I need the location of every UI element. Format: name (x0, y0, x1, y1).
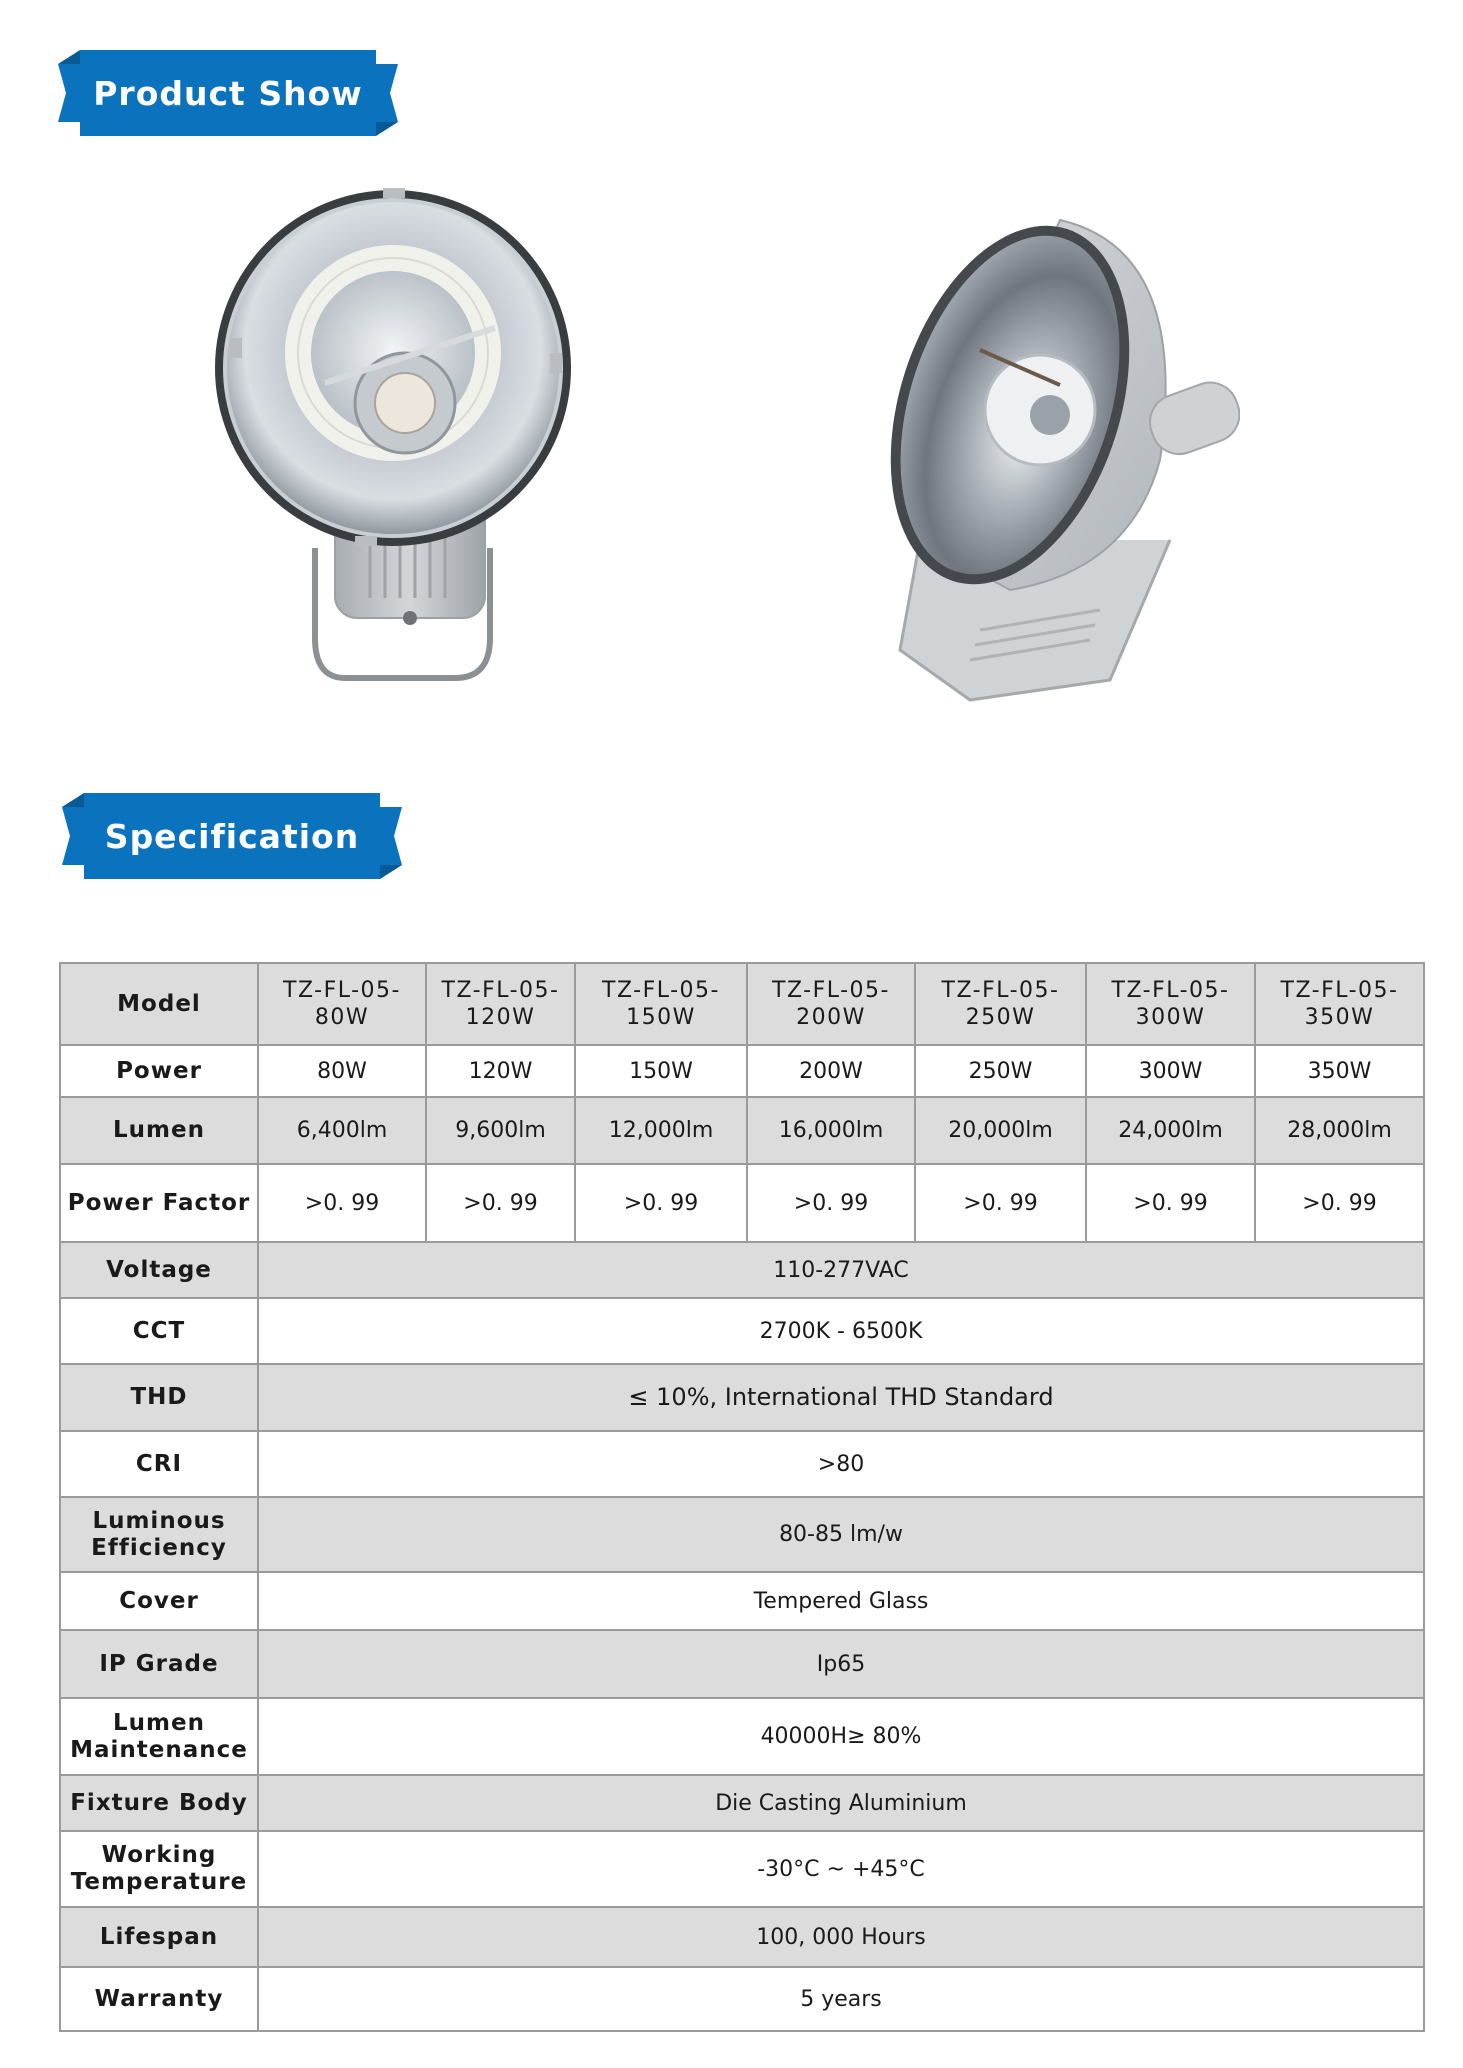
power-cell: 120W (426, 1045, 575, 1097)
lumen-maintenance-header: Lumen Maintenance (60, 1698, 258, 1775)
lumen-maintenance-row (60, 1698, 1424, 1775)
cct-header: CCT (60, 1298, 258, 1364)
cct-value: 2700K - 6500K (258, 1298, 1424, 1364)
voltage-value: 110-277VAC (258, 1242, 1424, 1298)
power-cell: 350W (1255, 1045, 1424, 1097)
floodlight-front-icon (205, 178, 585, 698)
power-cell: 150W (575, 1045, 747, 1097)
power-cell: 200W (747, 1045, 915, 1097)
power-factor-row (60, 1164, 1424, 1242)
lumen-cell: 6,400lm (258, 1097, 426, 1164)
ip-grade-value: Ip65 (258, 1630, 1424, 1698)
power-header: Power (60, 1045, 258, 1097)
model-cell: TZ-FL-05- 300W (1086, 963, 1255, 1045)
floodlight-side-icon (860, 210, 1240, 710)
lumen-maintenance-value: 40000H≥ 80% (258, 1698, 1424, 1775)
power-factor-cell: >0. 99 (915, 1164, 1086, 1242)
power-factor-cell: >0. 99 (426, 1164, 575, 1242)
product-show-heading (58, 50, 398, 136)
product-show-title: Product Show (93, 73, 363, 113)
power-cell: 300W (1086, 1045, 1255, 1097)
lumen-cell: 28,000lm (1255, 1097, 1424, 1164)
luminous-efficiency-value: 80-85 lm/w (258, 1497, 1424, 1572)
ip-grade-row (60, 1630, 1424, 1698)
specification-title: Specification (104, 816, 360, 856)
lumen-cell: 9,600lm (426, 1097, 575, 1164)
model-cell: TZ-FL-05- 200W (747, 963, 915, 1045)
luminous-efficiency-row (60, 1497, 1424, 1572)
thd-value: ≤ 10%, International THD Standard (258, 1364, 1424, 1431)
power-factor-cell: >0. 99 (747, 1164, 915, 1242)
lumen-cell: 24,000lm (1086, 1097, 1255, 1164)
cover-value: Tempered Glass (258, 1572, 1424, 1630)
working-temperature-header: Working Temperature (60, 1831, 258, 1907)
lumen-cell: 16,000lm (747, 1097, 915, 1164)
working-temperature-value: -30°C ~ +45°C (258, 1831, 1424, 1907)
power-factor-cell: >0. 99 (1086, 1164, 1255, 1242)
voltage-header: Voltage (60, 1242, 258, 1298)
warranty-header: Warranty (60, 1967, 258, 2031)
lumen-row (60, 1097, 1424, 1164)
working-temperature-row (60, 1831, 1424, 1907)
power-row (60, 1045, 1424, 1097)
fixture-body-value: Die Casting Aluminium (258, 1775, 1424, 1831)
power-factor-header: Power Factor (60, 1164, 258, 1242)
luminous-efficiency-header: Luminous Efficiency (60, 1497, 258, 1572)
cri-header: CRI (60, 1431, 258, 1497)
fixture-body-header: Fixture Body (60, 1775, 258, 1831)
model-cell: TZ-FL-05- 250W (915, 963, 1086, 1045)
thd-row (60, 1364, 1424, 1431)
model-header: Model (60, 963, 258, 1045)
lumen-header: Lumen (60, 1097, 258, 1164)
model-cell: TZ-FL-05- 150W (575, 963, 747, 1045)
power-factor-cell: >0. 99 (258, 1164, 426, 1242)
cct-row (60, 1298, 1424, 1364)
lifespan-row (60, 1907, 1424, 1967)
model-cell: TZ-FL-05- 120W (426, 963, 575, 1045)
power-factor-cell: >0. 99 (1255, 1164, 1424, 1242)
cover-header: Cover (60, 1572, 258, 1630)
thd-header: THD (60, 1364, 258, 1431)
model-row (60, 963, 1424, 1045)
cover-row (60, 1572, 1424, 1630)
specification-heading (62, 793, 402, 879)
specification-table (59, 962, 1425, 2032)
fixture-body-row (60, 1775, 1424, 1831)
power-factor-cell: >0. 99 (575, 1164, 747, 1242)
power-cell: 80W (258, 1045, 426, 1097)
voltage-row (60, 1242, 1424, 1298)
cri-row (60, 1431, 1424, 1497)
model-cell: TZ-FL-05- 350W (1255, 963, 1424, 1045)
lifespan-header: Lifespan (60, 1907, 258, 1967)
lumen-cell: 20,000lm (915, 1097, 1086, 1164)
lumen-cell: 12,000lm (575, 1097, 747, 1164)
warranty-row (60, 1967, 1424, 2031)
model-cell: TZ-FL-05- 80W (258, 963, 426, 1045)
ip-grade-header: IP Grade (60, 1630, 258, 1698)
cri-value: >80 (258, 1431, 1424, 1497)
warranty-value: 5 years (258, 1967, 1424, 2031)
lifespan-value: 100, 000 Hours (258, 1907, 1424, 1967)
power-cell: 250W (915, 1045, 1086, 1097)
